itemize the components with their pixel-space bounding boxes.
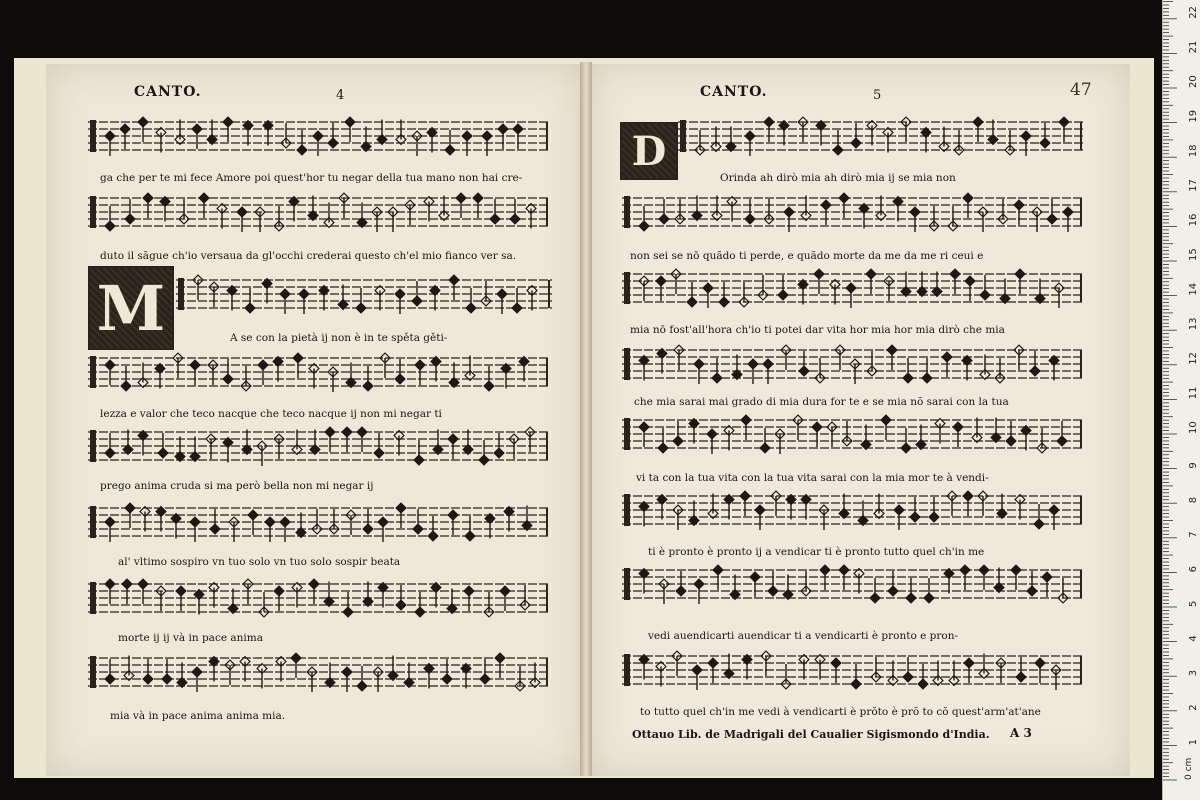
left-staff-5 bbox=[88, 422, 550, 478]
ruler-label: 4 bbox=[1188, 635, 1199, 642]
left-staff-4 bbox=[88, 348, 550, 404]
right-staff-2 bbox=[622, 188, 1084, 244]
ruler-label: 16 bbox=[1188, 213, 1199, 227]
left-lyric-6: al' vltimo sospiro vn tuo solo vn tuo solo sospir beata bbox=[118, 556, 401, 568]
right-lyric-7: vedi auendicarti auendicar ti a vendicarti è pronto e pron- bbox=[648, 630, 959, 642]
page-footer: Ottauo Lib. de Madrigali del Caualier Sigismondo d'India. bbox=[632, 728, 990, 741]
ruler-ticks bbox=[1163, 0, 1200, 800]
ruler-label: 17 bbox=[1188, 179, 1199, 192]
folio-number: 47 bbox=[1070, 80, 1092, 100]
right-lyric-8: to tutto quel ch'in me vedi à vendicarti è prŏto è prŏ to cŏ quest'arm'at'ane bbox=[640, 706, 1041, 718]
right-staff-6 bbox=[622, 486, 1084, 542]
right-lyric-1: Orinda ah dirò mia ah dirò mia ij se mia non bbox=[720, 172, 956, 184]
right-staff-4 bbox=[622, 340, 1084, 396]
right-lyric-2: non sei se nō quãdo ti perde, e quãdo morte da me da me ri ceui e bbox=[630, 250, 984, 262]
ruler-zero-label: 0 cm bbox=[1184, 757, 1194, 780]
right-staff-1 bbox=[678, 112, 1084, 168]
left-lyric-2: duto il sãgue ch'io versaua da gl'occhi crederai questo ch'el mio fianco ver sa. bbox=[100, 250, 517, 262]
ruler-label: 19 bbox=[1188, 109, 1199, 123]
ruler-label: 8 bbox=[1188, 496, 1199, 504]
ruler-label: 7 bbox=[1188, 531, 1199, 538]
ruler-label: 1 bbox=[1188, 739, 1199, 746]
right-staff-3 bbox=[622, 264, 1084, 320]
ruler-label: 21 bbox=[1188, 40, 1199, 54]
decorated-initial-d: D bbox=[620, 122, 678, 180]
ruler-label: 6 bbox=[1188, 566, 1199, 573]
ruler-label: 14 bbox=[1188, 282, 1199, 296]
left-lyric-4: lezza e valor che teco nacque che teco nacque ij non mi negar ti bbox=[100, 408, 442, 420]
left-staff-1 bbox=[88, 112, 550, 168]
ruler-label: 2 bbox=[1188, 704, 1199, 711]
right-staff-8 bbox=[622, 646, 1084, 702]
measurement-ruler bbox=[1162, 0, 1200, 800]
left-lyric-7: morte ij ij và in pace anima bbox=[118, 632, 263, 644]
right-lyric-4: che mia sarai mai grado di mia dura for te e se mia nõ sarai con la tua bbox=[634, 396, 1009, 408]
ruler-label: 13 bbox=[1188, 317, 1199, 331]
right-lyric-3: mia nō fost'all'hora ch'io ti potei dar vita hor mia hor mia dirò che mia bbox=[630, 324, 1005, 336]
ruler-label: 11 bbox=[1188, 386, 1199, 400]
ruler-label: 3 bbox=[1188, 669, 1199, 677]
ruler-label: 22 bbox=[1188, 6, 1199, 19]
ruler-label: 15 bbox=[1188, 248, 1199, 261]
ruler-label: 20 bbox=[1188, 75, 1199, 88]
left-staff-8 bbox=[88, 648, 550, 704]
left-lyric-1: ga che per te mi fece Amore poi quest'hor tu negar della tua mano non hai cre- bbox=[100, 172, 523, 184]
ruler-label: 10 bbox=[1188, 421, 1199, 434]
left-staff-2 bbox=[88, 188, 550, 244]
left-page-number: 4 bbox=[336, 88, 345, 103]
ruler-label: 12 bbox=[1188, 352, 1199, 365]
right-staff-7 bbox=[622, 560, 1084, 616]
left-lyric-5: prego anima cruda si ma però bella non mi negar ij bbox=[100, 480, 374, 492]
right-lyric-6: ti è pronto è pronto ij a vendicar ti è pronto tutto quel ch'in me bbox=[648, 546, 985, 558]
left-staff-3 bbox=[176, 270, 552, 326]
right-page-number: 5 bbox=[873, 88, 882, 103]
ruler-label: 5 bbox=[1188, 600, 1199, 607]
right-lyric-5: vi ta con la tua vita con la tua vita sarai con la mia mor te à vendi- bbox=[636, 472, 989, 484]
left-staff-7 bbox=[88, 574, 550, 630]
left-lyric-8: mia và in pace anima anima mia. bbox=[110, 710, 286, 722]
ruler-label: 18 bbox=[1188, 144, 1199, 158]
right-staff-5 bbox=[622, 410, 1084, 466]
left-staff-6 bbox=[88, 498, 550, 554]
decorated-initial-m: M bbox=[88, 266, 174, 350]
right-page-header: CANTO. bbox=[700, 84, 768, 100]
left-page-header: CANTO. bbox=[134, 84, 202, 100]
ruler-label: 9 bbox=[1188, 462, 1199, 469]
left-lyric-3: A se con la pietà ij non è in te spěta gěti- bbox=[230, 332, 448, 344]
signature-mark: A 3 bbox=[1010, 726, 1032, 740]
book-gutter bbox=[580, 62, 592, 776]
